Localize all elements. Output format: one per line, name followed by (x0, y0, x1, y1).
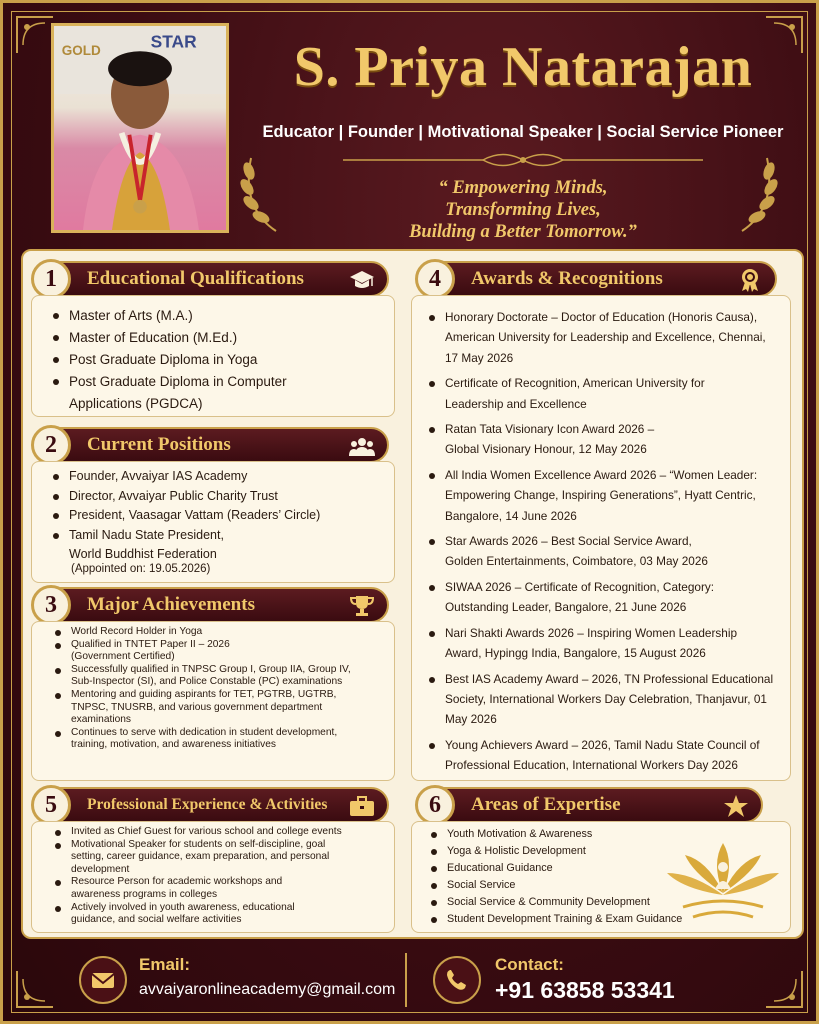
graduation-cap-icon (349, 268, 375, 292)
list-item: Motivational Speaker for students on self-discipline, goal setting, career guidance, exam preparation, and personal development (51, 839, 351, 877)
list-item: Mentoring and guiding aspirants for TET, PGTRB, UGTRB, TNPSC, TNUSRB, and various government department examinations (51, 689, 361, 727)
list-item: Yoga & Holistic Development (427, 843, 727, 860)
list-item-text: Tamil Nadu State President, World Buddhist Federation (69, 527, 224, 561)
list-item: Student Development Training & Exam Guidance (427, 911, 727, 928)
list-item: Post Graduate Diploma in Computer Applications (PGDCA) (49, 371, 309, 415)
list-item: Nari Shakti Awards 2026 – Inspiring Women Leadership Award, Hypingg India, Bangalore, 15 August 2026 (425, 623, 775, 664)
section-number: 3 (31, 585, 71, 625)
experience-list (51, 826, 377, 927)
list-item: Resource Person for academic workshops and awareness programs in colleges (51, 876, 311, 901)
people-group-icon (349, 434, 375, 458)
list-item: Continues to serve with dedication in student development, training, motivation, and awareness initiatives (51, 727, 361, 752)
subtitle-roles: Educator | Founder | Motivational Speaker | Social Service Pioneer (262, 123, 784, 141)
list-item: Social Service & Community Development (427, 894, 727, 911)
person-name: S. Priya Natarajan (293, 36, 753, 98)
achievements-list (51, 626, 377, 752)
star-icon (723, 794, 749, 818)
medal-icon (737, 268, 763, 292)
list-item: Best IAS Academy Award – 2026, TN Professional Educational Society, International Workers Day Celebration, Thanjavur, 01 May 2026 (425, 669, 775, 730)
positions-list (49, 467, 379, 565)
tagline-quote (303, 177, 743, 243)
list-item: Successfully qualified in TNPSC Group I, Group IIA, Group IV, Sub-Inspector (SI), and Police Constable (PC) examinations (51, 664, 361, 689)
section-number: 6 (415, 785, 455, 825)
trophy-icon (349, 594, 375, 618)
list-item: Certificate of Recognition, American University for Leadership and Excellence (425, 373, 735, 414)
list-item: Master of Education (M.Ed.) (49, 327, 379, 349)
appointment-note: (Appointed on: 19.05.2026) (71, 563, 211, 575)
section-title: Educational Qualifications (87, 268, 304, 289)
list-item: Ratan Tata Visionary Icon Award 2026 – Global Visionary Honour, 12 May 2026 (425, 419, 685, 460)
list-item: Master of Arts (M.A.) (49, 305, 379, 327)
svg-text:GOLD: GOLD (61, 43, 101, 59)
section-number: 4 (415, 259, 455, 299)
section-header-achievements (33, 587, 389, 623)
list-item (49, 526, 249, 565)
section-number: 1 (31, 259, 71, 299)
list-item: All India Women Excellence Award 2026 – “Women Leader: Empowering Change, Inspiring Generations”, Hyatt Centric, Bangalore, 14 June 2026 (425, 465, 775, 526)
awards-list (425, 307, 775, 776)
list-item: Qualified in TNTET Paper II – 2026 (Government Certified) (51, 639, 281, 664)
list-item: Star Awards 2026 – Best Social Service Award, Golden Entertainments, Coimbatore, 03 May 2026 (425, 531, 725, 572)
quote-line: Transforming Lives, (445, 200, 601, 220)
section-header-education (33, 261, 389, 297)
quote-line: Building a Better Tomorrow.” (409, 222, 637, 242)
laurel-left-icon (231, 153, 291, 233)
svg-text:STAR: STAR (150, 31, 197, 52)
education-list (49, 305, 379, 415)
contact-footer (21, 947, 804, 1013)
email-icon (79, 956, 127, 1004)
section-header-positions (33, 427, 389, 463)
email-label: Email: (139, 955, 191, 974)
list-item: Actively involved in youth awareness, educational guidance, and social welfare activities (51, 902, 341, 927)
phone-icon (433, 956, 481, 1004)
section-title: Areas of Expertise (471, 794, 621, 815)
section-number: 2 (31, 425, 71, 465)
list-item: Young Achievers Award – 2026, Tamil Nadu State Council of Professional Education, International Workers Day 2026 (425, 735, 775, 776)
section-header-awards (417, 261, 777, 297)
list-item: World Record Holder in Yoga (51, 626, 377, 639)
list-item: Invited as Chief Guest for various school and college events (51, 826, 377, 839)
briefcase-icon (349, 794, 375, 818)
section-header-expertise (417, 787, 763, 823)
expertise-list (427, 826, 727, 928)
footer-divider (405, 953, 407, 1007)
section-title: Current Positions (87, 434, 231, 455)
list-item: Educational Guidance (427, 860, 727, 877)
list-item: SIWAA 2026 – Certificate of Recognition, Category: Outstanding Leader, Bangalore, 21 June 2026 (425, 577, 725, 618)
section-number: 5 (31, 785, 71, 825)
email-address[interactable]: avvaiyaronlineacademy@gmail.com (139, 981, 396, 998)
list-item: Social Service (427, 877, 727, 894)
section-header-experience (33, 787, 389, 823)
section-title: Professional Experience & Activities (87, 796, 328, 813)
list-item: Founder, Avvaiyar IAS Academy (49, 467, 379, 487)
list-item: Director, Avvaiyar Public Charity Trust (49, 487, 379, 507)
section-title: Major Achievements (87, 594, 255, 615)
list-item: Honorary Doctorate – Doctor of Education (Honoris Causa), American University for Leadership and Excellence, Chennai, 17 May 2026 (425, 307, 775, 368)
contact-label: Contact: (495, 955, 564, 974)
contact-phone[interactable]: +91 63858 53341 (495, 977, 675, 1003)
list-item: Post Graduate Diploma in Yoga (49, 349, 379, 371)
quote-line: “ Empowering Minds, (438, 178, 608, 198)
corner-ornament-icon (15, 15, 55, 55)
list-item: Youth Motivation & Awareness (427, 826, 727, 843)
profile-photo (51, 23, 229, 233)
flourish-divider-icon (343, 149, 703, 171)
section-title: Awards & Recognitions (471, 268, 663, 289)
list-item: President, Vaasagar Vattam (Readers’ Circle) (49, 506, 379, 526)
